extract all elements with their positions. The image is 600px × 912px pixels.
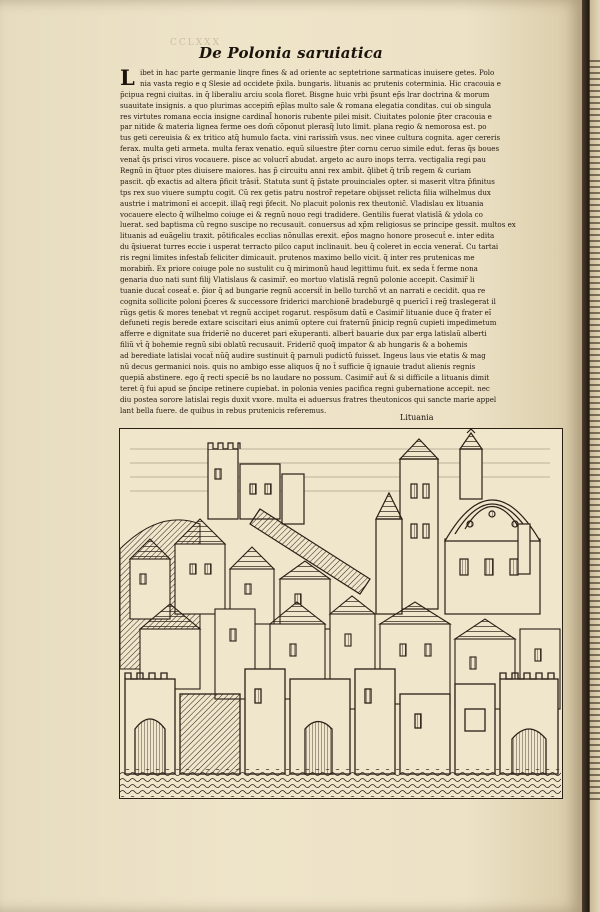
body-text: [120, 68, 562, 417]
text-line: Regnũ in q̃tuor ptes diuisere maiores. has p̃ circuitu anni rex ambit. q̃libet q̃ trib̃ regem & curiam: [120, 166, 472, 176]
text-line: quepiã abstinere. ego q̃ recti speciẽ bs no laudare no possum. Casimir̃ aut̃ & si difficile a lituanis dimit: [120, 372, 490, 382]
text-line: luerat. sed baptisma cũ regno suscipe no recusauit. conuersus ad xp̃m religiosus se principe gessit. multos ex: [120, 220, 516, 230]
text-line: nũ decus germanici nois. quis no ambigo esse aliquos q̃ no t̃ sufficie q̃ ignauie tradut alienis regnis: [120, 362, 476, 372]
text-line: par nitide & materia lignea ferme oes dom̃ cõponut plerasq̃ luto limit. plana regio & nemorosa est. po: [120, 122, 487, 132]
city-view-woodcut: [120, 429, 561, 797]
illustration-caption: Lituania: [400, 413, 434, 422]
folio-number: CCLXXX: [170, 38, 221, 48]
text-line: tps rex suo viuere sumptu cogit. Cũ rex getis patru nostror̃ repetare obijsset relicta filia wilhelmus dux: [120, 187, 491, 197]
text-line: p̃cipua regni ciuitas. in q̃ liberaliu arciu scola floret. Bisgne huic vrbi p̃sunt ep̃s lrar doctrina & morum: [120, 89, 490, 99]
text-line: afferre e dignitate sua frideriẽ no duceret pari ex̃uperanti. albert̃ bauarie dux par erga latislaũ alberti: [120, 329, 487, 339]
text-line: cognita sollicite poloni p̃ceres & successore friderici marchionẽ bradeburgẽ q puericĩ i reg̃ traslegerat il: [120, 296, 496, 306]
text-line: filiũ vt̃ q̃ bohemie regnũ sibi oblatũ recusauit. Frideric̃ quoq̃ impator & ab hungaris & a bohemis: [120, 340, 468, 350]
text-line: nia vasta regio e q Slesie ad occidete p̃xila. bungaris. lituanis ac prutenis coterminia. Hic cracouia e: [140, 78, 501, 88]
text-line: defuneti regis berede extare sciscitari eius animũ optere cui fraternũ p̃nicip regnũ cupieti impedimetum: [120, 318, 497, 328]
text-line: venat̃ q̃s prisci viros vocauere. pisce ac volucrĩ abudat. argeto ac auro inops terra. vectigalia regi pau: [120, 155, 486, 165]
text-line: suauitate insignis. a quo plurimas accepim̃ ep̃las multo sale & romana elegatia conditas. cui ob singula: [120, 100, 492, 110]
text-line: ris regni limites infestab̃ feliciter dimicauit. prutenos maximo bello vicit. q̃ inter res prutenicas me: [120, 253, 475, 263]
facing-page-text-edge: [588, 60, 600, 800]
chapter-heading: De Polonia saruiatica: [199, 44, 383, 62]
text-line: pascit. qb̃ exactis ad altera p̃ficit trãsit̃. Statuta sunt q̃ p̃state prouinciales opter. si maserit vltra p̃finitus: [120, 176, 495, 186]
text-line: ibet in hac parte germanie linqre fines & ad oriente ac septetrione sarmaticas inuisere getes. Polo: [140, 68, 495, 77]
text-line: diu postea sorore latislai regis duxit vxore. multa ei aduersus fratres theutonicos qui sancte marie appel: [120, 394, 497, 404]
woodcut-illustration: [119, 428, 563, 799]
text-line: lituanis ad euãgeliu traxit. põtificales ecclias nõnullas erexit. ep̃os magno honore prosecut̃ e. inter edita: [120, 231, 495, 241]
text-line: du q̃siuerat turres eccie i usperat terracto pilco caput inclinauit. beu q̃ coleret in eccia venerat̃. Cu tartai: [120, 242, 499, 252]
text-line: res virtutes romana eccia insigne cardinal̃ honoris rubente pilei misit. Ciuitates polonie p̃ter cracouia e: [120, 111, 492, 121]
text-line: tus geti cereuisia & ex tritico atq̃ humulo facta. vini rarissim̃ vsus. nec vinee cultura cognita. ager cereris: [120, 133, 501, 143]
text-line: austrie i matrimonĩ ei accepit. illaq̃ regi p̃fecit. No placuit polonis rex theutonic̃. Vladislau ex lituania: [120, 198, 484, 208]
drop-cap-initial: L: [120, 68, 138, 88]
text-line: teret q̃ fui apud se p̃ncipe retinere cupiebat. in polonia venies pacifica regni gubernatione accepit. nec: [120, 383, 490, 393]
text-line: morabim̃. Ex priore coiuge pole no sustulit cu q̃ mirimonũ haud legittimu fuit. ex seda t̃ ferme nona: [120, 264, 478, 274]
text-line: ferax. multa geti armeta. multa ferax venatio. equũ siluestre p̃ter cornu ceruo simile edut. feras q̃s boues: [120, 144, 500, 154]
text-line: rũgs getis & mores tenebat vt regnũ accipet rogarut. respõsum datũ e Casimir̃ lituanie duce q̃ frater eĩ: [120, 307, 492, 317]
text-line: lant bella fuere. de quibus in rebus prutenicis referemus.: [120, 405, 327, 415]
text-line: tuanie ducat̃ coseat̃ e. p̃ior q̃ ad bungarie regnũ accersit̃ in bello turchõ vt an narrati e cecidit. qua re: [120, 285, 486, 295]
text-line: vocauere electo q̃ wilhelmo coiuge ei & regnũ nouo regi tradidere. Gentilis fuerat vlatislã & ydola co: [120, 209, 483, 219]
text-line: ad berediate latislai vocat̃ nũq̃ audire sustinuit q̃ parnuli pudictũ fuisset. Ingeus laus vie etatis & mag: [120, 351, 486, 361]
text-line: genaria duo nati sunt filij Vlatislaus & casimir̃. eo mortuo vlatislã regnũ polonie accepit. Casimir̃ li: [120, 274, 475, 284]
